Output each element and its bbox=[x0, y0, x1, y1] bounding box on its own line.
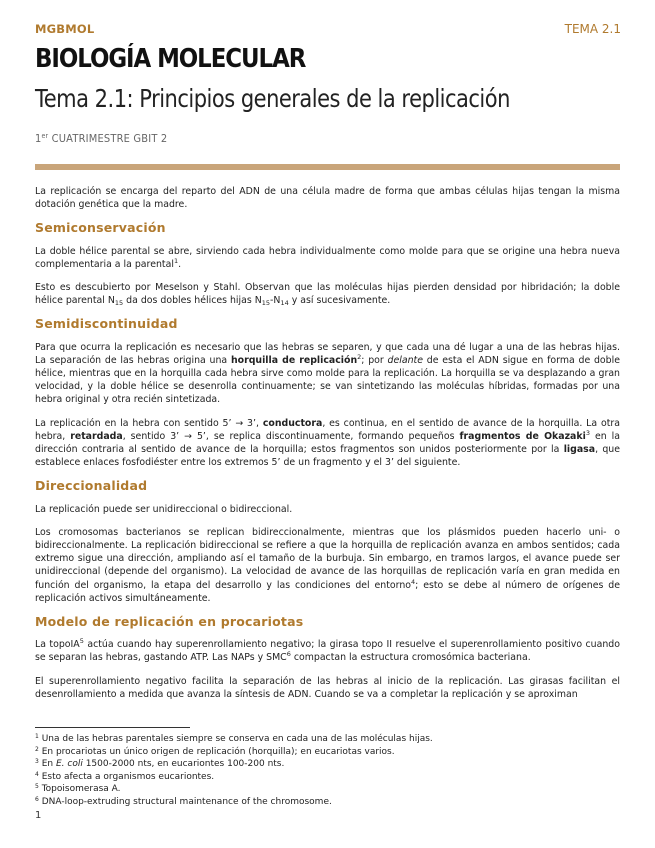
text-run: . bbox=[178, 258, 182, 270]
text-run: y así sucesivamente. bbox=[288, 295, 391, 307]
text-run: -N bbox=[270, 295, 281, 307]
footnote-ref[interactable]: 6 bbox=[286, 650, 291, 659]
document-title: BIOLOGÍA MOLECULAR bbox=[35, 44, 306, 74]
footnote-number: 5 bbox=[35, 783, 39, 791]
footnote-number: 2 bbox=[35, 745, 39, 753]
text-run: compactan la estructura cromosómica bacteriana. bbox=[290, 652, 531, 664]
text-run: La doble hélice parental se abre, sirviendo cada hebra individualmente como molde para que se origine una hebra nueva complementaria a la parental bbox=[35, 245, 620, 270]
text-run: actúa cuando hay superenrollamiento negativo; la girasa topo II resuelve el superenrollamiento positivo cuando se separan las hebras, gastando ATP. Las NAPs y SMC bbox=[35, 639, 620, 664]
term-label bbox=[35, 132, 167, 145]
footnote-text: DNA-loop-extruding structural maintenance of the chromosome. bbox=[41, 796, 332, 807]
bold-term: conductora bbox=[262, 417, 323, 429]
header-course-code: MGBMOL bbox=[35, 22, 95, 36]
bold-term: fragmentos de Okazaki bbox=[459, 430, 586, 442]
footnote-item bbox=[35, 746, 620, 759]
paragraph bbox=[35, 526, 620, 605]
text-run: Esto es descubierto por Meselson y Stahl. Observan que las moléculas hijas pierden densidad por hibridación; la doble hélice parental N bbox=[35, 282, 620, 307]
isotope-subscript: 15 bbox=[261, 299, 271, 308]
term-ordinal: er bbox=[41, 132, 49, 140]
footnote-ref[interactable]: 2 bbox=[357, 352, 362, 361]
text-run: en la dirección contraria al sentido de avance de la horquilla; estos fragmentos son unidos posteriormente por la bbox=[35, 430, 620, 456]
footnote-text: En bbox=[41, 759, 56, 770]
footnote-number: 4 bbox=[35, 770, 39, 778]
text-run: ; esto se debe al número de orígenes de replicación activos simultáneamente. bbox=[35, 579, 620, 604]
bold-term: ligasa bbox=[563, 444, 596, 456]
footnote-text: Topoisomerasa A. bbox=[41, 784, 121, 795]
heading-modelo-procariotas: Modelo de replicación en procariotas bbox=[35, 614, 304, 630]
text-run: La replicación en la hebra con sentido 5’ → 3’, bbox=[35, 417, 263, 429]
footnote-item bbox=[35, 783, 620, 796]
footnote-text: Una de las hebras parentales siempre se conserva en cada una de las moléculas hijas. bbox=[41, 734, 433, 744]
species-name: E. coli bbox=[55, 759, 83, 770]
document-body bbox=[35, 185, 620, 711]
heading-direccionalidad: Direccionalidad bbox=[35, 478, 148, 494]
paragraph bbox=[35, 281, 620, 307]
document-subtitle: Tema 2.1: Principios generales de la replicación bbox=[35, 84, 510, 113]
text-run: ; por bbox=[361, 354, 388, 366]
paragraph bbox=[35, 638, 620, 664]
footnote-item bbox=[35, 771, 620, 784]
bold-term: horquilla de replicación bbox=[230, 354, 358, 366]
paragraph bbox=[35, 245, 620, 271]
footnote-number: 1 bbox=[35, 733, 39, 740]
header-topic: TEMA 2.1 bbox=[564, 22, 621, 36]
footnote-number: 3 bbox=[35, 758, 39, 766]
footnote-ref[interactable]: 3 bbox=[585, 428, 590, 437]
heading-semiconservacion: Semiconservación bbox=[35, 220, 166, 236]
text-run: La topoIA bbox=[35, 639, 80, 651]
paragraph bbox=[35, 417, 620, 470]
footnotes bbox=[35, 733, 620, 809]
text-run: de esta el ADN sigue en forma de doble hélice, mientras que en la horquilla cada hebra sirve como molde para la replicación. La horquilla se va desplazando a gran velocidad, y la doble hélice se desenrolla continuamente; se van sintetizando las moléculas híbridas, formadas por una hebra original y otra recién sintetizada. bbox=[35, 354, 620, 406]
footnote-item bbox=[35, 733, 620, 746]
footnote-text: Esto afecta a organismos eucariontes. bbox=[41, 771, 215, 782]
term-number: 1 bbox=[35, 132, 42, 145]
term-rest: CUATRIMESTRE GBIT 2 bbox=[48, 132, 168, 145]
footnote-item bbox=[35, 796, 620, 809]
footnote-ref[interactable]: 5 bbox=[79, 637, 84, 646]
paragraph: El superenrollamiento negativo facilita la separación de las hebras al inicio de la replicación. Las girasas facilitan el desenrollamiento a medida que avanza la síntesis de ADN. Cuando se va a completar la replicación y se aproximan bbox=[35, 675, 620, 700]
text-run: , es continua, en el sentido de avance de la horquilla. La otra hebra, bbox=[35, 417, 620, 442]
heading-semidiscontinuidad: Semidiscontinuidad bbox=[35, 316, 178, 332]
footnote-text: En procariotas un único origen de replicación (horquilla); en eucariotas varios. bbox=[41, 746, 395, 757]
title-divider bbox=[35, 164, 620, 170]
text-run: da dos dobles hélices hijas N bbox=[123, 295, 262, 307]
page-number: 1 bbox=[35, 810, 42, 821]
isotope-subscript: 14 bbox=[280, 299, 289, 308]
text-run: Los cromosomas bacterianos se replican bidireccionalmente, mientras que los plásmidos pueden hacerlo uni- o bidireccionalmente. La replicación bidireccional se refiere a que la horquilla de replicación avanza en ambos sentidos; cada extremo sigue una dirección, ampliando así el tamaño de la burbuja. Sin embargo, en tramos largos, el avance puede ser unidireccional (depende del organismo). La velocidad de avance de las horquillas de replicación varía en gran medida en función del organismo, la etapa del desarrollo y las condiciones del entorno bbox=[35, 526, 620, 591]
footnote-item bbox=[35, 758, 620, 771]
text-run: Para que ocurra la replicación es necesario que las hebras se separen, y que cada una dé lugar a una de las hebras hijas. La separación de las hebras origina una bbox=[35, 341, 620, 366]
footnote-text: 1500-2000 nts, en eucariontes 100-200 nts. bbox=[82, 759, 285, 770]
bold-term: retardada bbox=[70, 430, 123, 442]
italic-term: delante bbox=[387, 354, 423, 366]
footnote-ref[interactable]: 4 bbox=[411, 577, 416, 586]
footnote-ref[interactable]: 1 bbox=[173, 256, 179, 265]
footnote-number: 6 bbox=[35, 795, 39, 803]
text-run: , que establece enlaces fosfodiéster entre los extremos 5’ de un fragmento y el 3’ del siguiente. bbox=[35, 444, 621, 469]
isotope-subscript: 15 bbox=[114, 299, 124, 308]
paragraph: La replicación puede ser unidireccional o bidireccional. bbox=[35, 503, 293, 515]
paragraph bbox=[35, 341, 620, 407]
text-run: , sentido 3’ → 5’, se replica discontinuamente, formando pequeños bbox=[122, 430, 460, 442]
intro-paragraph: La replicación se encarga del reparto del ADN de una célula madre de forma que ambas células hijas tengan la misma dotación genética que la madre. bbox=[35, 186, 620, 211]
footnote-separator bbox=[35, 727, 190, 728]
